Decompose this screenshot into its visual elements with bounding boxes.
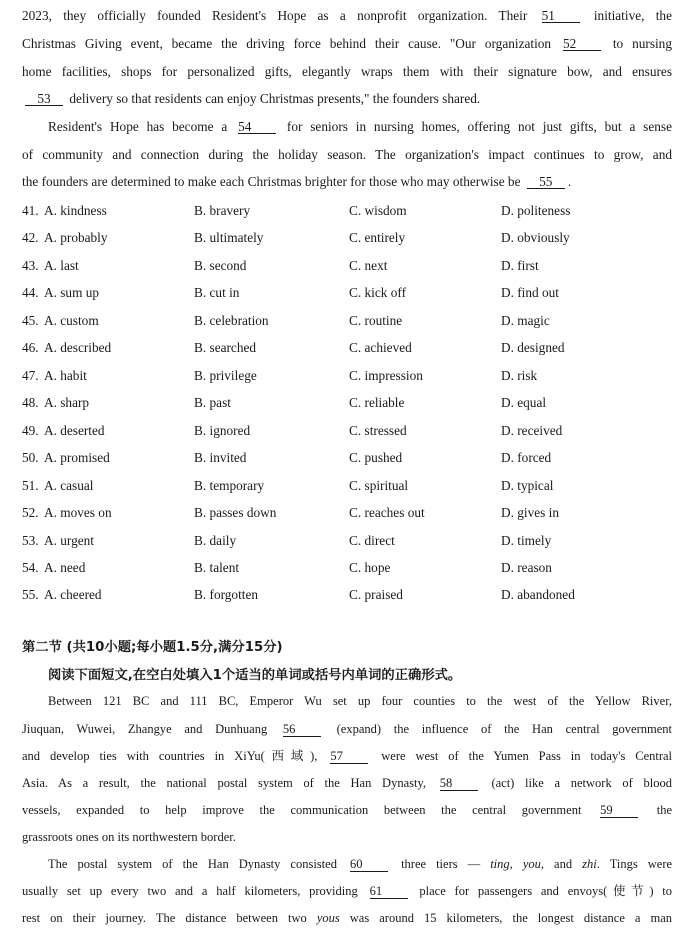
option-c[interactable]: C. impression xyxy=(349,368,423,383)
option-d[interactable]: D. reason xyxy=(501,560,552,575)
option-a[interactable]: A. need xyxy=(44,560,86,575)
text: to nursing xyxy=(612,36,672,51)
option-c[interactable]: C. direct xyxy=(349,533,395,548)
option-c[interactable]: C. kick off xyxy=(349,285,406,300)
text: for seniors in nursing homes, offering not just gifts, but a sense xyxy=(286,119,672,134)
option-a[interactable]: A. habit xyxy=(44,368,87,383)
blank-57[interactable]: 57 xyxy=(330,750,368,764)
passage2-line xyxy=(22,693,672,709)
option-d[interactable]: D. find out xyxy=(501,285,559,300)
question-number: 45. xyxy=(22,313,39,328)
text: Between 121 BC and 111 BC, Emperor Wu set up four counties to the west of the Yellow River, xyxy=(48,694,672,708)
option-a[interactable]: A. described xyxy=(44,340,112,355)
passage1-line xyxy=(22,64,672,80)
option-d[interactable]: D. typical xyxy=(501,478,554,493)
option-d[interactable]: D. timely xyxy=(501,533,552,548)
passage2-line xyxy=(22,775,672,791)
option-d[interactable]: D. politeness xyxy=(501,203,571,218)
option-a[interactable]: A. cheered xyxy=(44,587,102,602)
text: and xyxy=(554,857,573,871)
option-d[interactable]: D. designed xyxy=(501,340,565,355)
option-c[interactable]: C. reaches out xyxy=(349,505,425,520)
question-number: 53. xyxy=(22,533,39,548)
option-c[interactable]: C. spiritual xyxy=(349,478,409,493)
option-b[interactable]: B. searched xyxy=(194,340,257,355)
option-b[interactable]: B. past xyxy=(194,395,231,410)
option-b[interactable]: B. temporary xyxy=(194,478,265,493)
option-a[interactable]: A. custom xyxy=(44,313,99,328)
option-c[interactable]: C. pushed xyxy=(349,450,403,465)
option-a[interactable]: A. deserted xyxy=(44,423,105,438)
option-a[interactable]: A. sharp xyxy=(44,395,90,410)
passage2-line xyxy=(22,721,672,737)
option-a[interactable]: A. sum up xyxy=(44,285,100,300)
question-number: 48. xyxy=(22,395,39,410)
text: grassroots ones on its northwestern border. xyxy=(22,830,236,844)
passage1-line xyxy=(22,91,672,107)
text: usually set up every two and a half kilometers, providing xyxy=(22,884,358,898)
text: The postal system of the Han Dynasty consisted xyxy=(48,857,337,871)
passage2-line xyxy=(22,829,672,845)
option-b[interactable]: B. daily xyxy=(194,533,237,548)
text: Christmas Giving event, became the driving force behind their cause. "Our organization xyxy=(22,36,552,51)
text: Asia. As a result, the national postal system of the Han Dynasty, xyxy=(22,776,427,790)
question-number: 52. xyxy=(22,505,39,520)
blank-52[interactable]: 52 xyxy=(563,37,601,51)
passage2-line xyxy=(22,748,672,764)
question-row xyxy=(22,203,672,221)
option-c[interactable]: C. next xyxy=(349,258,388,273)
text: Tings were xyxy=(609,857,673,871)
section-instruction: 阅读下面短文,在空白处填入1个适当的单词或括号内单词的正确形式。 xyxy=(48,668,462,683)
passage1-line xyxy=(22,174,672,190)
question-number: 49. xyxy=(22,423,39,438)
question-number: 47. xyxy=(22,368,39,383)
option-b[interactable]: B. ultimately xyxy=(194,230,264,245)
term-zhi: zhi xyxy=(582,857,597,871)
question-number: 44. xyxy=(22,285,39,300)
option-c[interactable]: C. praised xyxy=(349,587,403,602)
option-d[interactable]: D. forced xyxy=(501,450,552,465)
option-b[interactable]: B. cut in xyxy=(194,285,240,300)
question-number: 42. xyxy=(22,230,39,245)
text: delivery so that residents can enjoy Christmas presents," the founders shared. xyxy=(69,91,481,106)
option-c[interactable]: C. achieved xyxy=(349,340,412,355)
question-number: 50. xyxy=(22,450,39,465)
term-you: you xyxy=(522,857,541,871)
passage1-line xyxy=(22,8,672,24)
option-b[interactable]: B. ignored xyxy=(194,423,251,438)
question-row xyxy=(22,478,672,496)
question-row xyxy=(22,587,672,605)
option-b[interactable]: B. forgotten xyxy=(194,587,259,602)
option-c[interactable]: C. wisdom xyxy=(349,203,407,218)
option-b[interactable]: B. invited xyxy=(194,450,247,465)
question-number: 51. xyxy=(22,478,39,493)
blank-53[interactable]: 53 xyxy=(25,92,63,106)
blank-59[interactable]: 59 xyxy=(600,804,638,818)
text: rest on their journey. The distance between two xyxy=(22,911,307,925)
text: were west of the Yumen Pass in today's Central xyxy=(381,749,673,763)
text: and develop ties with countries in XiYu(西域), xyxy=(22,749,318,763)
text: the founders are determined to make each Christmas brighter for those who may otherwise be xyxy=(22,174,521,189)
term-ting: ting xyxy=(490,857,510,871)
blank-54[interactable]: 54 xyxy=(238,120,276,134)
option-a[interactable]: A. last xyxy=(44,258,79,273)
question-row xyxy=(22,368,672,386)
option-b[interactable]: B. celebration xyxy=(194,313,269,328)
question-number: 55. xyxy=(22,587,39,602)
question-row xyxy=(22,505,672,523)
option-c[interactable]: C. hope xyxy=(349,560,391,575)
question-row xyxy=(22,450,672,468)
question-row xyxy=(22,230,672,248)
passage1-line xyxy=(22,119,672,135)
text: 2023, they officially founded Resident's Hope as a nonprofit organization. Their xyxy=(22,8,528,23)
option-d[interactable]: D. risk xyxy=(501,368,538,383)
option-a[interactable]: A. kindness xyxy=(44,203,107,218)
blank-55[interactable]: 55 xyxy=(527,175,565,189)
blank-56[interactable]: 56 xyxy=(283,723,321,737)
option-b[interactable]: B. talent xyxy=(194,560,240,575)
passage2-line xyxy=(22,910,672,926)
option-d[interactable]: D. equal xyxy=(501,395,547,410)
option-a[interactable]: A. probably xyxy=(44,230,108,245)
term-yous: yous xyxy=(316,911,340,925)
text: was around 15 kilometers, the longest distance a man xyxy=(349,911,673,925)
option-d[interactable]: D. abandoned xyxy=(501,587,575,602)
option-b[interactable]: B. passes down xyxy=(194,505,277,520)
option-b[interactable]: B. privilege xyxy=(194,368,257,383)
option-c[interactable]: C. routine xyxy=(349,313,403,328)
section-heading: 第二节 (共10小题;每小题1.5分,满分15分) xyxy=(22,640,283,655)
question-number: 54. xyxy=(22,560,39,575)
option-d[interactable]: D. received xyxy=(501,423,563,438)
blank-60[interactable]: 60 xyxy=(350,858,388,872)
option-d[interactable]: D. first xyxy=(501,258,539,273)
text: initiative, the xyxy=(593,8,672,23)
question-row xyxy=(22,258,672,276)
option-a[interactable]: A. urgent xyxy=(44,533,94,548)
passage2-line: The postal system of the Han Dynasty consisted 60 three tiers — ting, you, and zhi. Tings were xyxy=(48,857,673,871)
option-d[interactable]: D. magic xyxy=(501,313,550,328)
question-row xyxy=(22,560,672,578)
question-row xyxy=(22,285,672,303)
option-c[interactable]: C. entirely xyxy=(349,230,406,245)
passage2-line xyxy=(22,802,672,818)
text: vessels, expanded to help improve the communication between the central government xyxy=(22,803,582,817)
passage1-line xyxy=(22,36,672,52)
option-b[interactable]: B. second xyxy=(194,258,247,273)
option-d[interactable]: D. gives in xyxy=(501,505,559,520)
text: . xyxy=(567,174,572,189)
text: Jiuquan, Wuwei, Zhangye and Dunhuang xyxy=(22,722,268,736)
text: of community and connection during the holiday season. The organization's impact continues to grow, and xyxy=(22,147,672,162)
text: three tiers — xyxy=(401,857,481,871)
blank-58[interactable]: 58 xyxy=(440,777,478,791)
option-a[interactable]: A. moves on xyxy=(44,505,112,520)
option-d[interactable]: D. obviously xyxy=(501,230,570,245)
text: home facilities, shops for personalized gifts, elegantly wraps them with their signature bow, and ensures xyxy=(22,64,672,79)
question-row xyxy=(22,340,672,358)
text: (expand) the influence of the Han central government xyxy=(336,722,673,736)
question-number: 43. xyxy=(22,258,39,273)
option-b[interactable]: B. bravery xyxy=(194,203,251,218)
question-row xyxy=(22,533,672,551)
blank-61[interactable]: 61 xyxy=(370,885,408,899)
question-row xyxy=(22,313,672,331)
question-row xyxy=(22,423,672,441)
option-a[interactable]: A. casual xyxy=(44,478,94,493)
question-row xyxy=(22,395,672,413)
blank-51[interactable]: 51 xyxy=(542,9,580,23)
text: Resident's Hope has become a xyxy=(48,119,228,134)
text: the xyxy=(656,803,673,817)
text: place for passengers and envoys(使节) to xyxy=(419,884,673,898)
passage1-line xyxy=(22,147,672,163)
option-a[interactable]: A. promised xyxy=(44,450,110,465)
text: (act) like a network of blood xyxy=(491,776,672,790)
option-c[interactable]: C. stressed xyxy=(349,423,407,438)
option-c[interactable]: C. reliable xyxy=(349,395,405,410)
passage2-line xyxy=(22,883,672,899)
question-number: 46. xyxy=(22,340,39,355)
question-number: 41. xyxy=(22,203,39,218)
